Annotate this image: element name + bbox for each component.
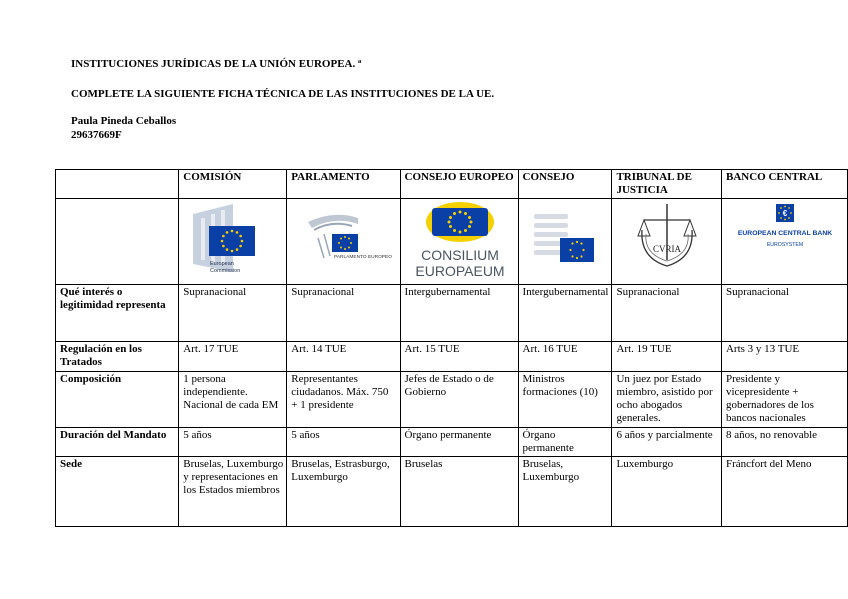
commission-logo [183, 200, 283, 280]
row-label-composicion: Composición [56, 372, 179, 428]
cell-composicion-tribunal: Un juez por Estado miembro, asistido por ocho abogados generales. [612, 372, 722, 428]
column-header-comision: COMISIÓN [179, 170, 287, 199]
cell-duracion-comision: 5 años [179, 428, 287, 457]
document-instruction: COMPLETE LA SIGUIENTE FICHA TÉCNICA DE LAS INSTITUCIONES DE LA UE. [71, 88, 495, 100]
cell-interes-parlamento: Supranacional [287, 285, 400, 342]
curia-logo [632, 200, 702, 280]
table-row [56, 285, 848, 342]
cell-regulacion-consejo-europeo: Art. 15 TUE [400, 342, 518, 372]
commission-logo-text-1: European [210, 261, 235, 267]
council-logo-cell [518, 199, 612, 285]
consilium-logo [405, 200, 515, 284]
table-row [56, 428, 848, 457]
cell-regulacion-tribunal: Art. 19 TUE [612, 342, 722, 372]
institutions-table [55, 169, 848, 527]
table-header-row [56, 170, 848, 199]
column-header-consejo: CONSEJO [518, 170, 612, 199]
ecb-logo-text-1: EUROPEAN CENTRAL BANK [737, 230, 833, 237]
row-label-duracion: Duración del Mandato [56, 428, 179, 457]
column-header-tribunal: TRIBUNAL DE JUSTICIA [612, 170, 722, 199]
curia-logo-cell [612, 199, 722, 285]
cell-duracion-consejo-europeo: Órgano permanente [400, 428, 518, 457]
parliament-logo-cell [287, 199, 400, 285]
cell-interes-consejo-europeo: Intergubernamental [400, 285, 518, 342]
consilium-logo-cell [400, 199, 518, 285]
table-row [56, 457, 848, 527]
ecb-logo-cell [721, 199, 847, 285]
cell-duracion-consejo: Órgano permanente [518, 428, 612, 457]
header-empty-cell [56, 170, 179, 199]
cell-sede-parlamento: Bruselas, Estrasburgo, Luxemburgo [287, 457, 400, 527]
author-name: Paula Pineda Ceballos [71, 115, 177, 127]
cell-duracion-banco-central: 8 años, no renovable [721, 428, 847, 457]
cell-regulacion-banco-central: Arts 3 y 13 TUE [721, 342, 847, 372]
cell-regulacion-parlamento: Art. 14 TUE [287, 342, 400, 372]
cell-sede-tribunal: Luxemburgo [612, 457, 722, 527]
row-label-sede: Sede [56, 457, 179, 527]
cell-composicion-consejo-europeo: Jefes de Estado o de Gobierno [400, 372, 518, 428]
column-header-consejo-europeo: CONSEJO EUROPEO [400, 170, 518, 199]
cell-regulacion-consejo: Art. 16 TUE [518, 342, 612, 372]
cell-sede-consejo-europeo: Bruselas [400, 457, 518, 527]
author-id-number: 29637669F [71, 129, 122, 141]
parliament-logo [294, 200, 394, 280]
cell-interes-tribunal: Supranacional [612, 285, 722, 342]
council-logo [528, 200, 604, 270]
svg-text:€: € [782, 209, 788, 218]
curia-logo-text: CVRIA [653, 244, 682, 254]
commission-logo-text-2: Commission [210, 268, 241, 274]
cell-sede-comision: Bruselas, Luxemburgo y representaciones en los Estados miembros [179, 457, 287, 527]
document-title: INSTITUCIONES JURÍDICAS DE LA UNIÓN EUROPEA. ª [71, 58, 362, 70]
table-row [56, 342, 848, 372]
cell-duracion-parlamento: 5 años [287, 428, 400, 457]
cell-composicion-parlamento: Representantes ciudadanos. Máx. 750 + 1 presidente [287, 372, 400, 428]
cell-composicion-banco-central: Presidente y vicepresidente + gobernadores de los bancos nacionales [721, 372, 847, 428]
column-header-banco-central: BANCO CENTRAL [721, 170, 847, 199]
commission-logo-cell [179, 199, 287, 285]
consilium-logo-text-2: EUROPAEUM [414, 263, 505, 279]
cell-composicion-comision: 1 persona independiente. Nacional de cada EM [179, 372, 287, 428]
cell-interes-comision: Supranacional [179, 285, 287, 342]
consilium-logo-text-1: CONSILIUM [420, 247, 499, 263]
row-label-interes: Qué interés o legitimidad representa [56, 285, 179, 342]
ecb-logo [726, 200, 844, 270]
cell-interes-banco-central: Supranacional [721, 285, 847, 342]
cell-interes-consejo: Intergubernamental [518, 285, 612, 342]
row-label-regulacion: Regulación en los Tratados [56, 342, 179, 372]
cell-duracion-tribunal: 6 años y parcialmente [612, 428, 722, 457]
logos-row [56, 199, 848, 285]
ecb-logo-text-2: EUROSYSTEM [766, 242, 804, 248]
cell-sede-consejo: Bruselas, Luxemburgo [518, 457, 612, 527]
logos-empty-cell [56, 199, 179, 285]
cell-regulacion-comision: Art. 17 TUE [179, 342, 287, 372]
table-row [56, 372, 848, 428]
cell-sede-banco-central: Fráncfort del Meno [721, 457, 847, 527]
parliament-logo-text: PARLAMENTO EUROPEO [333, 255, 392, 260]
column-header-parlamento: PARLAMENTO [287, 170, 400, 199]
cell-composicion-consejo: Ministros formaciones (10) [518, 372, 612, 428]
